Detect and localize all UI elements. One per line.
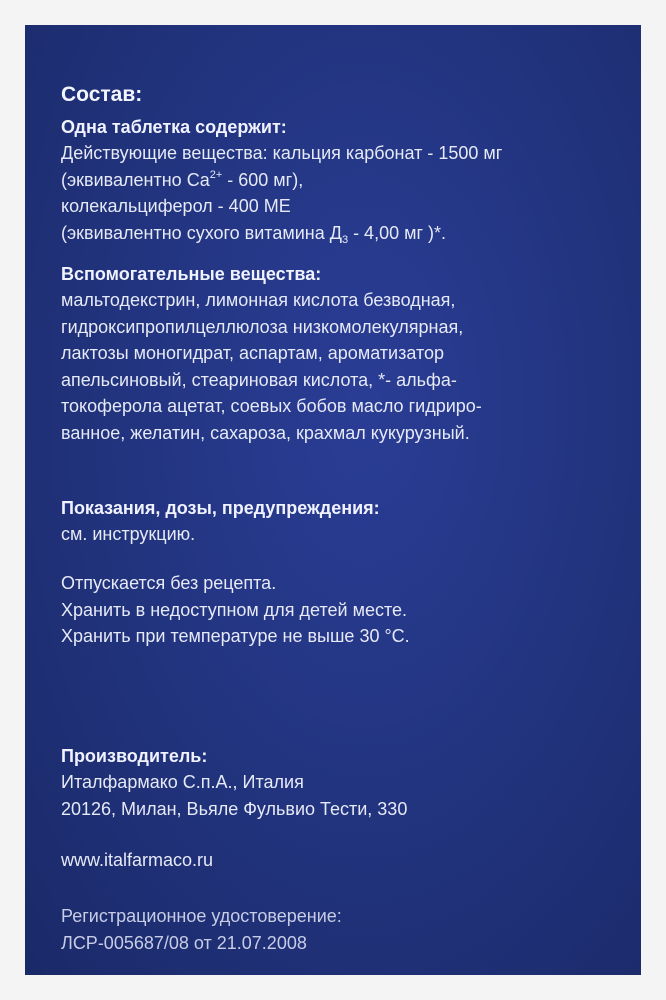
- composition-section: [61, 82, 621, 246]
- excipients-line: лактозы моногидрат, аспартам, ароматизатор: [61, 343, 445, 363]
- storage-line: Хранить при температуре не выше 30 °С.: [61, 626, 410, 646]
- excipients-section: [61, 261, 621, 446]
- vitamin-equivalent-value: - 4,00 мг )*.: [348, 222, 447, 243]
- colecalciferol-line: колекальциферол - 400 МЕ: [61, 196, 291, 216]
- excipients-line: апельсиновый, стеариновая кислота, *- альфа-: [61, 369, 457, 390]
- excipients-line: ванное, желатин, сахароза, крахмал кукурузный.: [61, 422, 470, 443]
- registration-section: [61, 903, 621, 956]
- excipients-line: гидроксипропилцеллюлоза низкомолекулярная,: [61, 316, 464, 337]
- excipients-title: Вспомогательные вещества:: [61, 264, 322, 284]
- excipients-line: токоферола ацетат, соевых бобов масло гидриро-: [61, 396, 482, 416]
- storage-section: [61, 570, 621, 650]
- indications-section: [61, 495, 621, 548]
- package-panel: [25, 25, 641, 975]
- vitamin-equivalent-line: [61, 220, 621, 247]
- excipients-line: мальтодекстрин, лимонная кислота безводная,: [61, 290, 456, 310]
- indications-title: Показания, дозы, предупреждения:: [61, 498, 380, 518]
- manufacturer-line: Италфармако С.п.А., Италия: [61, 772, 304, 792]
- storage-line: Отпускается без рецепта.: [61, 573, 277, 593]
- registration-title: Регистрационное удостоверение:: [61, 906, 342, 926]
- calcium-equivalent-value: - 600 мг),: [222, 169, 304, 190]
- manufacturer-line: 20126, Милан, Вьяле Фульвио Тести, 330: [61, 798, 408, 819]
- composition-title: Состав:: [61, 83, 143, 106]
- active-substances-line: Действующие вещества: кальция карбонат - 1500 мг: [61, 143, 503, 163]
- manufacturer-section: [61, 743, 621, 822]
- vitamin-subscript: 3: [341, 233, 349, 246]
- manufacturer-title: Производитель:: [61, 746, 208, 766]
- website-link[interactable]: www.italfarmaco.ru: [61, 850, 214, 870]
- registration-number: ЛСР-005687/08 от 21.07.2008: [61, 932, 307, 953]
- calcium-equivalent-line: [61, 167, 621, 194]
- indications-text: см. инструкцию.: [61, 524, 196, 544]
- vitamin-equivalent-text: (эквивалентно сухого витамина Д: [61, 222, 342, 243]
- website-section: [61, 847, 621, 874]
- calcium-superscript: 2+: [209, 168, 223, 181]
- storage-line: Хранить в недоступном для детей месте.: [61, 599, 408, 620]
- composition-subtitle: Одна таблетка содержит:: [61, 117, 287, 137]
- calcium-equivalent-text: (эквивалентно Ca: [61, 169, 210, 190]
